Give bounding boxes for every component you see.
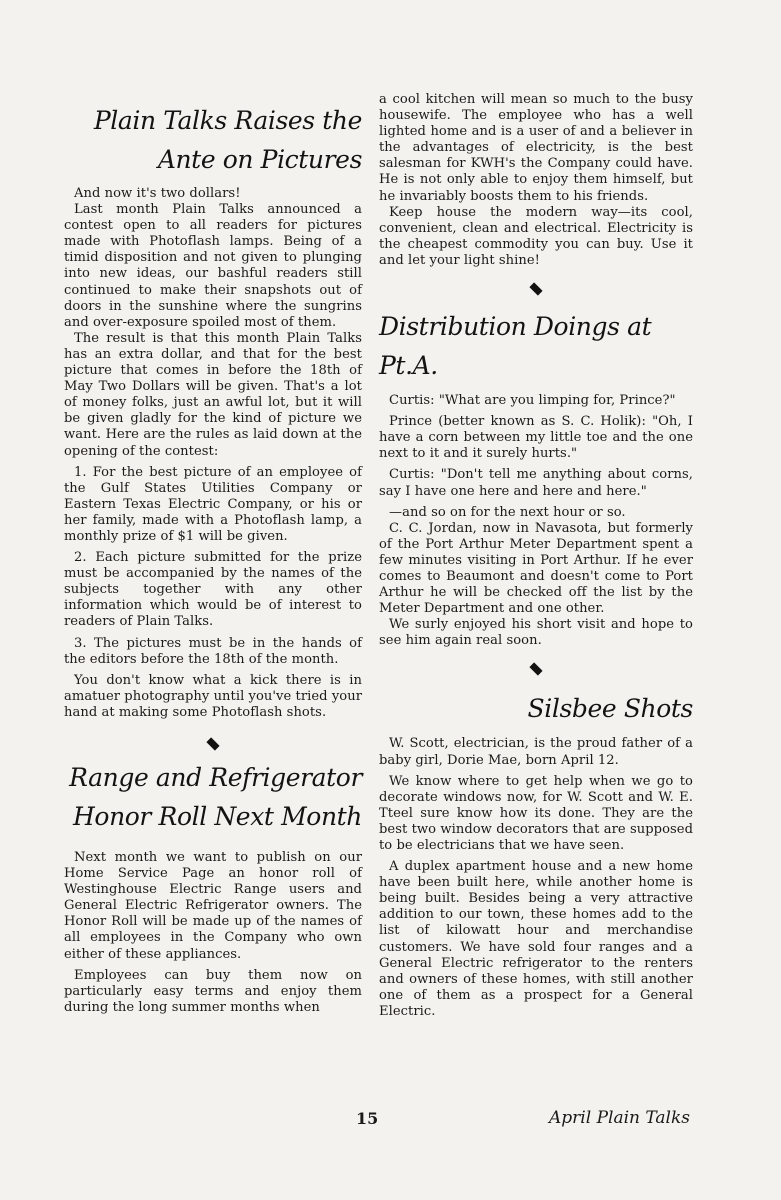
- section-divider-diamond: [206, 737, 219, 750]
- paragraph: —and so on for the next hour or so.: [389, 504, 626, 520]
- paragraph: 2. Each picture submitted for the prize must be accompanied by the names of the subjects together with any other information which would be of interest to readers of Plain Talks.: [64, 550, 362, 630]
- paragraph: Employees can buy them now on particularly easy terms and enjoy them during the long summer months when: [64, 967, 362, 1015]
- paragraph: You don't know what a kick there is in amatuer photography until you've tried your hand at making some Photoflash shots.: [64, 672, 362, 720]
- paragraph: Curtis: "What are you limping for, Prince?": [389, 393, 676, 409]
- paragraph: Prince (better known as S. C. Holik): "Oh, I have a corn between my little toe and the one next to it and it surely hurts.": [379, 414, 693, 462]
- paragraph: The result is that this month Plain Talks has an extra dollar, and that for the best picture that comes in before the 18th of May Two Dollars will be given. That's a lot of money folks, just an awful lot, but it will be given gladly for the kind of picture we want. Here are the rules as laid down at the opening of the contest:: [64, 330, 362, 459]
- headline-plain-talks-raises-line2: Ante on Pictures: [157, 145, 362, 174]
- publication-title: April Plain Talks: [549, 1108, 690, 1128]
- paragraph: Last month Plain Talks announced a contest open to all readers for pictures made with Photoflash lamps. Being of a timid disposition and not given to plunging into new ideas, our bashful readers still continued to make their snapshots out of doors in the sunshine where the sungrins and over-exposure spoiled most of them.: [64, 202, 362, 330]
- headline-silsbee-shots: Silsbee Shots: [527, 694, 693, 724]
- page-number: 15: [356, 1109, 379, 1128]
- paragraph: And now it's two dollars!: [74, 186, 241, 201]
- section-divider-diamond: [529, 282, 542, 295]
- headline-range-refrigerator-line1: Range and Refrigerator: [69, 763, 362, 792]
- paragraph: Curtis: "Don't tell me anything about corns, say I have one here and here and here.": [379, 467, 693, 499]
- headline-distribution-doings: Distribution Doings at Pt.A.: [379, 312, 652, 381]
- paragraph: Next month we want to publish on our Home Service Page an honor roll of Westinghouse Electric Range users and General Electric Refrigerator owners. The Honor Roll will be made up of the names of all employees in the Company who own either of these appliances.: [64, 850, 362, 962]
- paragraph: We surly enjoyed his short visit and hope to see him again real soon.: [379, 617, 693, 649]
- paragraph: W. Scott, electrician, is the proud father of a baby girl, Dorie Mae, born April 12.: [379, 736, 693, 768]
- paragraph: A duplex apartment house and a new home have been built here, while another home is being built. Besides being a very attractive addition to our town, these homes add to the list of kilowatt hour and merchandise customers. We have sold four ranges and a General Electric refrigerator to the renters and owners of these homes, with still another one of them as a prospect for a General Electric.: [379, 859, 693, 1019]
- headline-plain-talks-raises-line1: Plain Talks Raises the: [93, 106, 362, 135]
- right-column: [379, 0, 693, 1020]
- headline-range-refrigerator-line2: Honor Roll Next Month: [73, 802, 362, 831]
- paragraph: 3. The pictures must be in the hands of the editors before the 18th of the month.: [64, 635, 362, 667]
- paragraph: We know where to get help when we go to decorate windows now, for W. Scott and W. E. Tteel sure know how its done. They are the best two window decorators that are supposed to be electricians that we have seen.: [379, 773, 693, 853]
- paragraph: 1. For the best picture of an employee of the Gulf States Utilities Company or Eastern Texas Electric Company, or his or her family, made with a Photoflash lamp, a monthly prize of $1 will be given.: [64, 464, 362, 544]
- section-divider-diamond: [529, 663, 542, 676]
- paragraph: C. C. Jordan, now in Navasota, but formerly of the Port Arthur Meter Department spent a few minutes visiting in Port Arthur. If he ever comes to Beaumont and doesn't come to Port Arthur he will be checked off the list by the Meter Department and one other.: [379, 520, 693, 617]
- paragraph: a cool kitchen will mean so much to the busy housewife. The employee who has a well lighted home and is a user of and a believer in the advantages of electricity, is the best salesman for KWH's the Company could have. He is not only able to enjoy them himself, but he invariably boosts them to his friends.: [379, 92, 693, 204]
- left-column: [64, 0, 362, 1016]
- paragraph: Keep house the modern way—its cool, convenient, clean and electrical. Electricity is the cheapest commodity you can buy. Use it and let your light shine!: [379, 204, 693, 268]
